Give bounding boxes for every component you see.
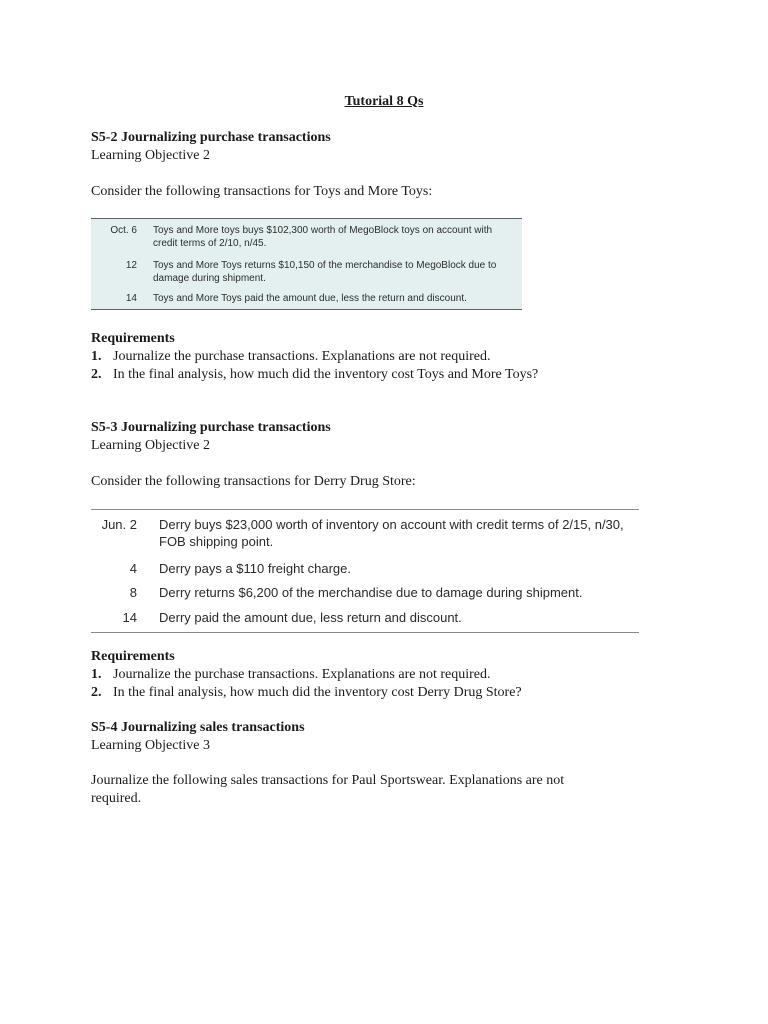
s54-heading: S5-4 Journalizing sales transactions: [91, 720, 305, 735]
requirement-number: 2.: [91, 685, 102, 700]
requirement-number: 1.: [91, 667, 102, 682]
transaction-text: Toys and More Toys paid the amount due, less the return and discount.: [153, 293, 467, 304]
transaction-date: 8: [129, 585, 137, 600]
requirement-text: In the final analysis, how much did the inventory cost Derry Drug Store?: [113, 685, 522, 700]
s53-heading: S5-3 Journalizing purchase transactions: [91, 420, 331, 435]
transaction-text: Derry pays a $110 freight charge.: [159, 561, 351, 576]
table-row: [91, 609, 639, 626]
transaction-text: Derry buys $23,000 worth of inventory on account with credit terms of 2/15, n/30, FOB shipping point.: [159, 517, 624, 549]
table-row: [91, 259, 522, 285]
table-row: [91, 584, 639, 601]
transaction-text: Toys and More toys buys $102,300 worth of MegoBlock toys on account with credit terms of 2/10, n/45.: [153, 225, 493, 249]
s53-requirements-heading: Requirements: [91, 649, 175, 664]
s52-transactions-table: [91, 218, 522, 310]
list-item: [91, 684, 651, 702]
list-item: [91, 348, 651, 366]
s53-header: [91, 419, 651, 455]
transaction-text: Derry returns $6,200 of the merchandise due to damage during shipment.: [159, 585, 583, 600]
transaction-date: 14: [125, 293, 137, 304]
transaction-date: 4: [129, 561, 137, 576]
s52-requirements-heading: Requirements: [91, 331, 175, 346]
requirement-text: In the final analysis, how much did the inventory cost Toys and More Toys?: [113, 367, 539, 382]
table-row: [91, 292, 522, 305]
transaction-date: 12: [125, 260, 137, 271]
s53-requirements: [91, 648, 651, 702]
table-row: [91, 224, 522, 250]
list-item: [91, 366, 651, 384]
s52-intro: Consider the following transactions for Toys and More Toys:: [91, 184, 433, 199]
s52-requirements-list: [91, 348, 651, 384]
s54-header: [91, 719, 651, 755]
s53-intro: Consider the following transactions for Derry Drug Store:: [91, 474, 416, 489]
s52-heading: S5-2 Journalizing purchase transactions: [91, 130, 331, 145]
requirement-number: 1.: [91, 349, 102, 364]
s54-intro: Journalize the following sales transactions for Paul Sportswear. Explanations are not required.: [91, 773, 565, 806]
s53-transactions-table: [91, 509, 639, 633]
s53-objective: Learning Objective 2: [91, 438, 210, 453]
s52-objective: Learning Objective 2: [91, 148, 210, 163]
requirement-text: Journalize the purchase transactions. Explanations are not required.: [113, 349, 491, 364]
s54-objective: Learning Objective 3: [91, 738, 210, 753]
transaction-text: Toys and More Toys returns $10,150 of the merchandise to MegoBlock due to damage during shipment.: [153, 260, 497, 284]
table-row: [91, 516, 639, 550]
page-title: Tutorial 8 Qs: [344, 94, 424, 109]
s52-header: [91, 129, 651, 165]
list-item: [91, 666, 651, 684]
transaction-date: Jun. 2: [101, 517, 137, 532]
transaction-date: 14: [122, 610, 137, 625]
requirement-number: 2.: [91, 367, 102, 382]
s52-requirements: [91, 330, 651, 384]
transaction-text: Derry paid the amount due, less return and discount.: [159, 610, 462, 625]
requirement-text: Journalize the purchase transactions. Explanations are not required.: [113, 667, 491, 682]
s53-requirements-list: [91, 666, 651, 702]
transaction-date: Oct. 6: [110, 225, 137, 236]
table-row: [91, 560, 639, 577]
